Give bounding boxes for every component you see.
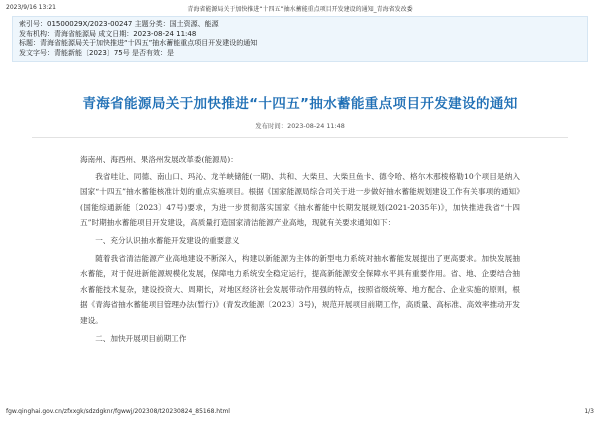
- print-footer: [6, 408, 594, 418]
- salutation: 海南州、海西州、果洛州发展改革委(能源局)：: [80, 155, 238, 164]
- print-url: fgw.qinghai.gov.cn/zfxxgk/sdzdgknr/fgwwj/202308/t20230824_85168.html: [6, 408, 230, 415]
- article-body: [80, 152, 520, 348]
- meta-index-line: 索引号：01500029X/2023-00247 主题分类：国土资源、能源: [19, 20, 219, 28]
- section-heading-1: 一、充分认识抽水蓄能开发建设的重要意义: [95, 235, 240, 245]
- section-heading-2: 二、加快开展项目前期工作: [95, 333, 187, 343]
- title-divider: [32, 137, 568, 138]
- print-timestamp: 2023/9/16 13:21: [6, 4, 56, 11]
- paragraph-1: 我省哇让、同德、南山口、玛沁、龙羊峡储能(一期)、共和、大柴旦、大柴旦鱼卡、德令哈、格尔木那棱格勒10个项目是纳入国家“十四五”抽水蓄能核准计划的重点实施项目。根据《国家能源局综合司关于进一步做好抽水蓄能规划建设工作有关事项的通知》(国能综通新能〔2023〕47号)要求，为进一步贯彻落实国家《抽水蓄能中长期发展规划(2021-2035年)》，加快推进我省“十四五”时期抽水蓄能项目开发建设，高质量打造国家清洁能源产业高地，现就有关要求通知如下：: [80, 171, 520, 228]
- paragraph-2: 随着我省清洁能源产业高地建设不断深入，构建以新能源为主体的新型电力系统对抽水蓄能发展提出了更高要求。加快发展抽水蓄能，对于促进新能源规模化发展，保障电力系统安全稳定运行，提高新能源安全保障水平具有重要作用。省、地、企要结合抽水蓄能技术复杂，建设投资大、周期长，对地区经济社会发展带动作用强的特点，按照省级统筹、地方配合、企业实施的原则，根据《青海省抽水蓄能项目管理办法(暂行)》(青发改能源〔2023〕3号)，规范开展项目前期工作，高质量、高标准、高效率推动开发建设。: [80, 253, 520, 325]
- print-page-title: 青海省能源局关于加快推进“十四五”抽水蓄能重点项目开发建设的通知_青海省发改委: [187, 6, 413, 13]
- meta-docnumber-line: 发文字号：青能新能〔2023〕75号 是否有效：是: [19, 48, 174, 57]
- meta-title-line: 标题：青海省能源局关于加快推进“十四五”抽水蓄能重点项目开发建设的通知: [19, 39, 258, 48]
- meta-publisher-line: 发布机构：青海省能源局 成文日期：2023-08-24 11:48: [19, 29, 197, 38]
- print-header: [6, 4, 594, 14]
- document-metadata-box: [12, 16, 588, 62]
- page-number: 1/3: [584, 408, 594, 415]
- article-title: 青海省能源局关于加快推进“十四五”抽水蓄能重点项目开发建设的通知: [82, 96, 518, 112]
- publish-time: 发布时间：2023-08-24 11:48: [255, 122, 345, 130]
